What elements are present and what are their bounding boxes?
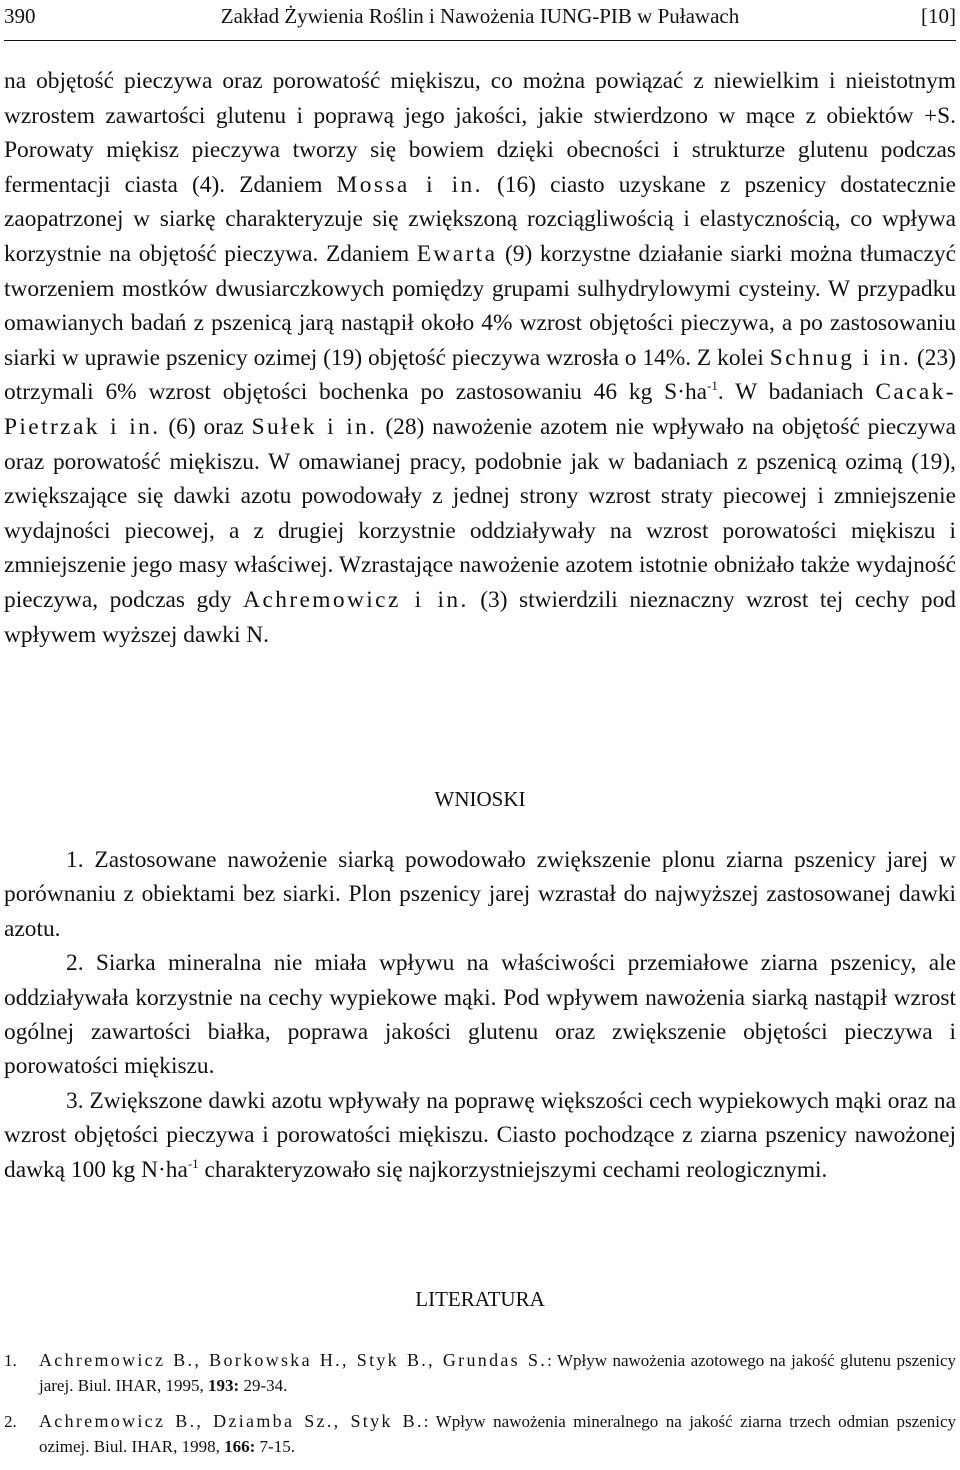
section-number: [10] xyxy=(921,4,956,28)
author-citation: Schnug i in. xyxy=(769,344,912,371)
author-citation: Cacak-Pietrzak i in. xyxy=(4,379,956,440)
conclusions-heading: WNIOSKI xyxy=(434,787,526,811)
author-citation: Sułek i in. xyxy=(251,413,378,440)
author-citation: Ewarta xyxy=(416,240,498,267)
reference-authors: Achremowicz B., Dziamba Sz., Styk B. xyxy=(39,1411,424,1431)
conclusions-list xyxy=(4,843,956,1187)
running-header xyxy=(4,4,956,41)
item-text: charakteryzowało się najkorzystniejszymi cechami reologicznymi. xyxy=(198,1156,828,1183)
item-number: 1. xyxy=(66,847,84,873)
reference-text: : Wpływ nawożenia azotowego na jakość glutenu pszenicy jarej. Biul. IHAR, 1995, xyxy=(39,1351,956,1395)
item-text: Zastosowane nawożenie siarką powodowało zwiększenie plonu ziarna pszenicy jarej w porównaniu z obiektami bez siarki. Plon pszenicy jarej wzrastał do najwyższej zastosowanej dawki azotu. xyxy=(4,847,956,942)
reference-volume: 193: xyxy=(208,1376,240,1395)
literature-heading: LITERATURA xyxy=(415,1287,545,1311)
discussion-text xyxy=(4,64,956,652)
journal-title: Zakład Żywienia Roślin i Nawożenia IUNG-PIB w Puławach xyxy=(220,4,740,28)
text-run: na objętość pieczywa oraz porowatość miękiszu, co można powiązać z niewielkim i nieistotnym wzrostem zawartości glutenu i poprawą jego jakości, jakie stwierdzono w mące z obiektów +S. Porowaty miękisz pieczywa tworzy się bowiem dzięki obecności i strukturze glutenu podczas fermentacji ciasta (4). Zdaniem xyxy=(4,68,956,198)
text-run: (28) nawożenie azotem nie wpływało na objętość pieczywa oraz porowatość miękiszu. W omawianej pracy, podobnie jak w badaniach z pszenicą ozimą (19), zwiększające się dawki azotu powodowały z jednej strony wzrost straty piecowej i zmniejszenie wydajności piecowej, a z drugiej korzystnie oddziaływały na wzrost porowatości miękiszu i zmniejszenie jego masy właściwej. Wzrastające nawożenie azotem istotnie obniżało także wydajność pieczywa, podczas gdy xyxy=(4,413,956,613)
reference-number: 2. xyxy=(4,1412,17,1431)
reference-text: : Wpływ nawożenia mineralnego na jakość ziarna trzech odmian pszenicy ozimej. Biul. IHAR, 1998, xyxy=(39,1412,956,1456)
author-citation: Achremowicz i in. xyxy=(243,586,469,613)
item-number: 2. xyxy=(66,950,84,977)
reference-list xyxy=(4,1348,956,1470)
superscript: -1 xyxy=(707,378,718,394)
author-citation: Mossa i in. xyxy=(336,171,483,198)
reference-volume: 166: xyxy=(224,1437,256,1456)
text-run: (9) korzystne działanie siarki można tłumaczyć tworzeniem mostków dwusiarczkowych pomiędzy grupami sulhydrylowymi cysteiny. W przypadku omawianych badań z pszenicą jarą nastąpił około 4% wzrost objętości pieczywa, a po zastosowaniu siarki w uprawie pszenicy ozimej (19) objętość pieczywa wzrosła o 14%. Z kolei xyxy=(4,240,956,371)
page-number: 390 xyxy=(4,4,36,28)
reference-number: 1. xyxy=(4,1351,17,1370)
item-number: 3. xyxy=(66,1087,84,1114)
text-run: (23) otrzymali 6% wzrost objętości bochenka po zastosowaniu 46 kg S·ha xyxy=(4,344,956,406)
reference-item xyxy=(4,1348,956,1398)
text-run: (3) stwierdzili nieznaczny wzrost tej cechy pod wpływem wyższej dawki N. xyxy=(4,586,956,648)
item-text: Zwiększone dawki azotu wpływały na poprawę większości cech wypiekowych mąki oraz na wzrost objętości pieczywa i porowatości miękiszu. Ciasto pochodzące z ziarna pszenicy nawożonej dawką 100 kg N·ha xyxy=(4,1087,956,1183)
reference-authors: Achremowicz B., Borkowska H., Styk B., Grundas S. xyxy=(39,1350,548,1370)
text-run: (16) ciasto uzyskane z pszenicy dostatecznie zaopatrzonej w siarkę charakteryzuje się zwiększoną rozciągliwością i elastycznością, co wpływa korzystnie na objętość pieczywa. Zdaniem xyxy=(4,171,956,267)
text-run: . W badaniach xyxy=(717,379,876,406)
text-run: (6) oraz xyxy=(160,413,252,440)
item-text: Siarka mineralna nie miała wpływu na właściwości przemiałowe ziarna pszenicy, ale oddziaływała korzystnie na cechy wypiekowe mąki. Pod wpływem nawożenia siarką nastąpił wzrost ogólnej zawartości białka, poprawa jakości glutenu oraz zwiększenie objętości pieczywa i porowatości miękiszu. xyxy=(4,950,956,1080)
reference-item xyxy=(4,1409,956,1459)
reference-pages: 29-34. xyxy=(239,1376,288,1395)
reference-body xyxy=(39,1409,956,1459)
conclusion-item xyxy=(4,946,956,1084)
reference-pages: 7-15. xyxy=(255,1437,295,1456)
superscript: -1 xyxy=(187,1155,199,1171)
conclusion-item xyxy=(4,1084,956,1187)
reference-body xyxy=(39,1348,956,1398)
conclusion-item xyxy=(4,843,956,946)
discussion-paragraph xyxy=(4,64,956,652)
